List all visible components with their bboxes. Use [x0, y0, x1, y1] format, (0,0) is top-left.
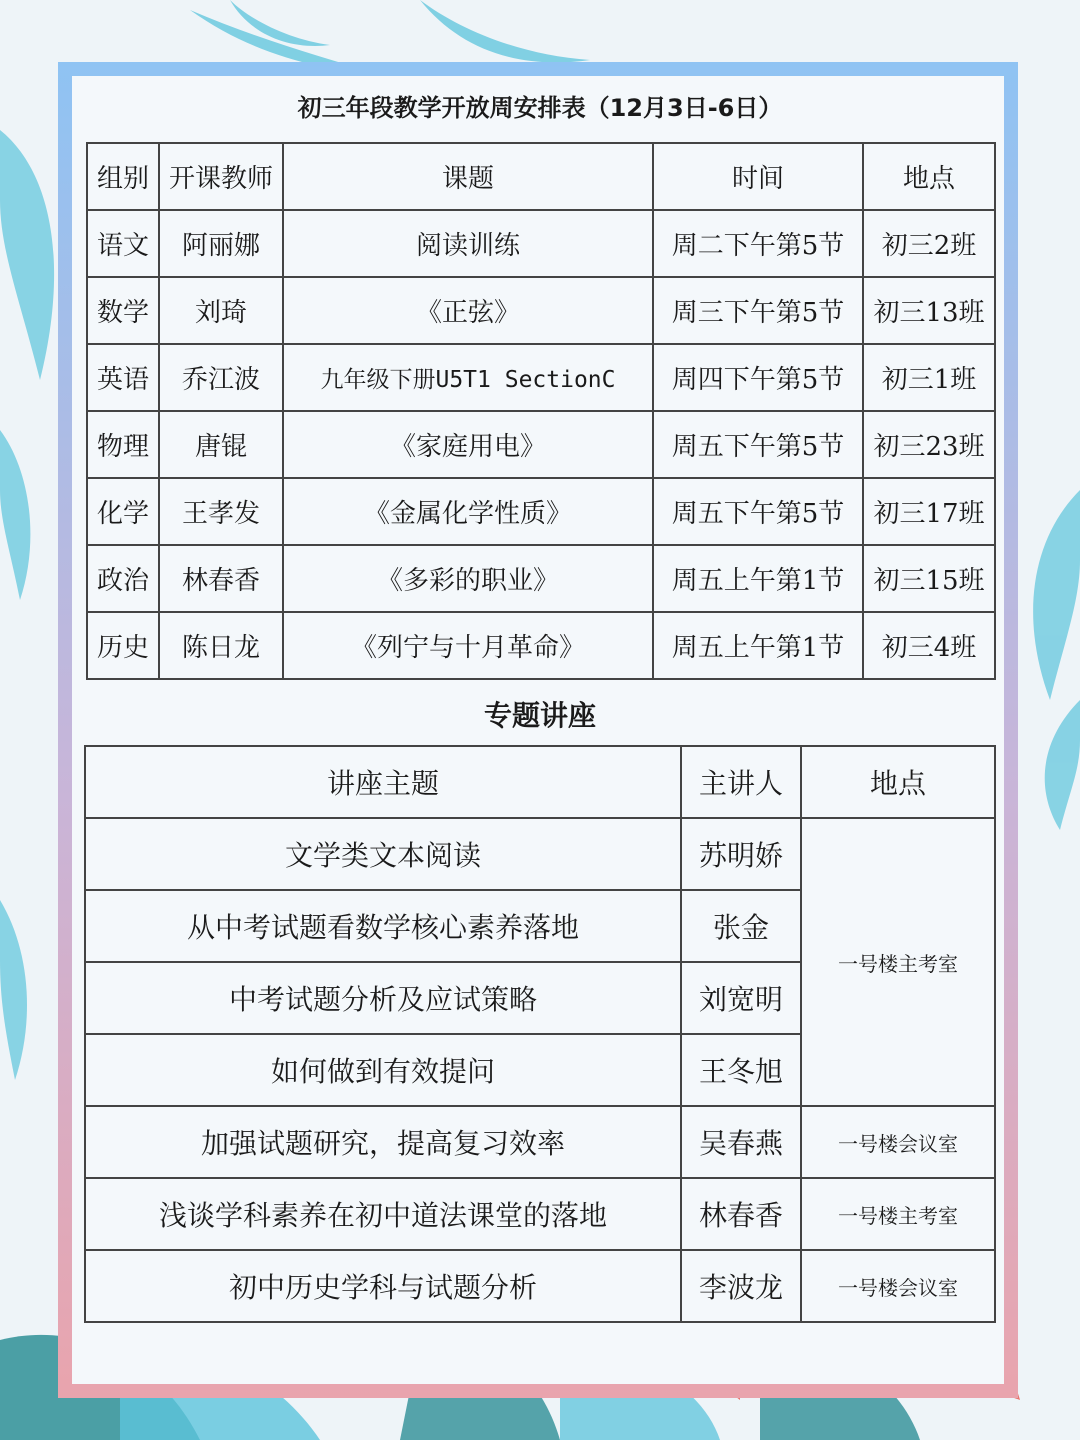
- cell-time: 周三下午第5节: [653, 277, 863, 344]
- cell-location: 一号楼主考室: [801, 1178, 995, 1250]
- table-row: [85, 818, 995, 890]
- schedule-header-row: [87, 143, 995, 210]
- cell-group: 物理: [87, 411, 159, 478]
- cell-location: 初三2班: [863, 210, 995, 277]
- header-location: 地点: [801, 746, 995, 818]
- cell-lecture-topic: 加强试题研究，提高复习效率: [85, 1106, 681, 1178]
- table-row: [87, 612, 995, 679]
- header-topic: 课题: [283, 143, 653, 210]
- cell-location: 初三17班: [863, 478, 995, 545]
- cell-topic: 《列宁与十月革命》: [283, 612, 653, 679]
- table-row: [87, 344, 995, 411]
- cell-group: 化学: [87, 478, 159, 545]
- cell-lecture-topic: 文学类文本阅读: [85, 818, 681, 890]
- cell-teacher: 王孝发: [159, 478, 283, 545]
- header-time: 时间: [653, 143, 863, 210]
- cell-time: 周二下午第5节: [653, 210, 863, 277]
- cell-group: 政治: [87, 545, 159, 612]
- lectures-table: [84, 745, 996, 1323]
- table-row: [87, 545, 995, 612]
- cell-topic: 《家庭用电》: [283, 411, 653, 478]
- table-row: [87, 478, 995, 545]
- cell-time: 周五上午第1节: [653, 612, 863, 679]
- cell-group: 语文: [87, 210, 159, 277]
- cell-location: 一号楼主考室: [801, 818, 995, 1106]
- cell-speaker: 张金: [681, 890, 801, 962]
- cell-teacher: 刘琦: [159, 277, 283, 344]
- cell-location: 一号楼会议室: [801, 1106, 995, 1178]
- cell-time: 周四下午第5节: [653, 344, 863, 411]
- table-row: [85, 1178, 995, 1250]
- cell-teacher: 乔江波: [159, 344, 283, 411]
- cell-speaker: 李波龙: [681, 1250, 801, 1322]
- cell-lecture-topic: 从中考试题看数学核心素养落地: [85, 890, 681, 962]
- cell-speaker: 吴春燕: [681, 1106, 801, 1178]
- schedule-table: [86, 142, 996, 680]
- lectures-title: 专题讲座: [483, 699, 596, 732]
- cell-lecture-topic: 初中历史学科与试题分析: [85, 1250, 681, 1322]
- cell-location: 初三1班: [863, 344, 995, 411]
- cell-location: 初三23班: [863, 411, 995, 478]
- header-teacher: 开课教师: [159, 143, 283, 210]
- page-title: 初三年段教学开放周安排表（12月3日-6日）: [297, 94, 783, 122]
- cell-time: 周五下午第5节: [653, 478, 863, 545]
- cell-topic: 《金属化学性质》: [283, 478, 653, 545]
- header-group: 组别: [87, 143, 159, 210]
- header-location: 地点: [863, 143, 995, 210]
- cell-speaker: 林春香: [681, 1178, 801, 1250]
- cell-speaker: 王冬旭: [681, 1034, 801, 1106]
- cell-location: 一号楼会议室: [801, 1250, 995, 1322]
- header-lecture-topic: 讲座主题: [85, 746, 681, 818]
- cell-time: 周五上午第1节: [653, 545, 863, 612]
- table-row: [85, 1106, 995, 1178]
- table-row: [85, 1250, 995, 1322]
- cell-topic: 《正弦》: [283, 277, 653, 344]
- cell-lecture-topic: 浅谈学科素养在初中道法课堂的落地: [85, 1178, 681, 1250]
- cell-topic: 九年级下册U5T1 SectionC: [283, 344, 653, 411]
- cell-teacher: 陈日龙: [159, 612, 283, 679]
- cell-time: 周五下午第5节: [653, 411, 863, 478]
- table-row: [87, 411, 995, 478]
- cell-speaker: 苏明娇: [681, 818, 801, 890]
- cell-location: 初三4班: [863, 612, 995, 679]
- cell-teacher: 唐锟: [159, 411, 283, 478]
- header-speaker: 主讲人: [681, 746, 801, 818]
- cell-topic: 阅读训练: [283, 210, 653, 277]
- lectures-header-row: [85, 746, 995, 818]
- cell-lecture-topic: 中考试题分析及应试策略: [85, 962, 681, 1034]
- cell-teacher: 阿丽娜: [159, 210, 283, 277]
- cell-group: 历史: [87, 612, 159, 679]
- cell-group: 数学: [87, 277, 159, 344]
- cell-location: 初三13班: [863, 277, 995, 344]
- table-row: [87, 277, 995, 344]
- cell-topic: 《多彩的职业》: [283, 545, 653, 612]
- cell-group: 英语: [87, 344, 159, 411]
- cell-speaker: 刘宽明: [681, 962, 801, 1034]
- cell-lecture-topic: 如何做到有效提问: [85, 1034, 681, 1106]
- cell-teacher: 林春香: [159, 545, 283, 612]
- cell-location: 初三15班: [863, 545, 995, 612]
- table-row: [87, 210, 995, 277]
